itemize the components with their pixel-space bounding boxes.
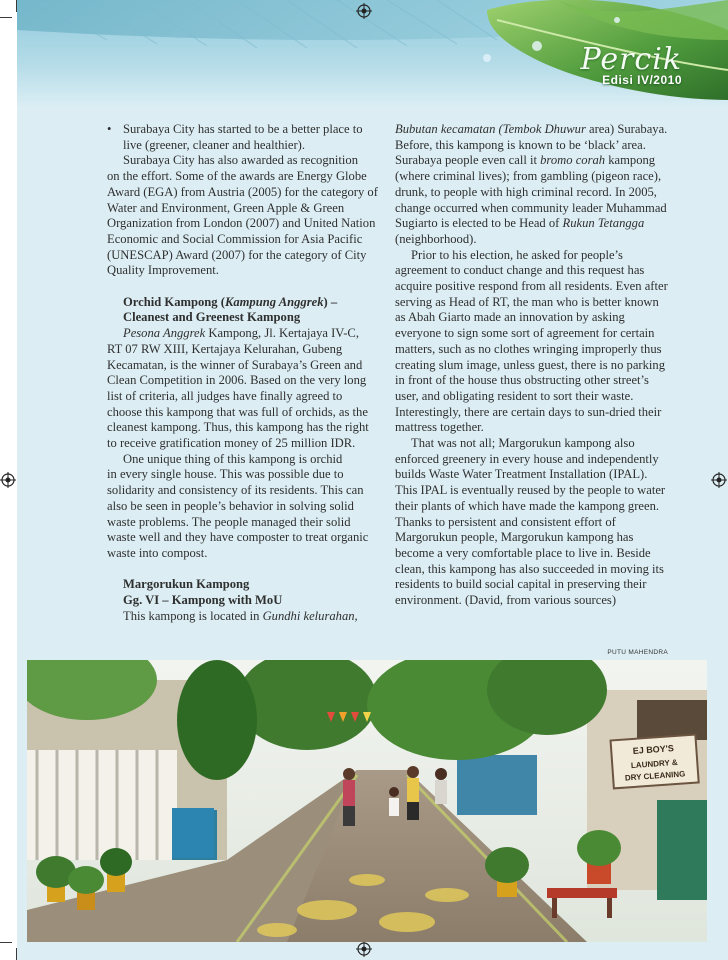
kampong-street-photo — [27, 660, 707, 942]
registration-mark-icon — [0, 472, 16, 488]
registration-mark-icon — [711, 472, 727, 488]
sign-text-line3: DRY CLEANING — [624, 769, 686, 783]
paragraph-first-line: Surabaya City has also awarded as recognition — [123, 153, 359, 168]
magazine-brand — [580, 42, 682, 87]
paragraph: RT 07 RW XIII, Kertajaya Kelurahan, Gubeng Kecamatan, is the winner of Surabaya’s Green and Clean Competition in 2006. Based on the very long list of criteria, all judges have finally agreed to choose this kampong that was full of orchids, as the cleanest kampong. Thus, this kampong has the right to receive gratification money of 25 million IDR. — [107, 341, 369, 451]
paragraph-first-line: One unique thing of this kampong is orchid — [123, 451, 343, 466]
left-column — [107, 122, 379, 624]
registration-mark-icon — [356, 941, 372, 957]
section-heading: Orchid Kampong (Kampung Anggrek) – — [123, 294, 338, 309]
magazine-title: Percik — [580, 42, 682, 77]
paragraph: on the effort. Some of the awards are Energy Globe Award (EGA) from Austria (2005) for the category of Water and Environment, Green Apple & Green Organization from London (2007) and United Nation Economic and Social Commission for Asia Pacific (UNESCAP) Award (2007) for the category of City Quality Improvement. — [107, 169, 378, 278]
section-heading: Margorukun Kampong — [123, 577, 250, 592]
sign-text-line1: EJ BOY'S — [632, 743, 675, 756]
paragraph-first-line: This kampong is located in Gundhi kelurahan, — [123, 608, 358, 623]
paragraph: Bubutan kecamatan (Tembok Dhuwur area) Surabaya. Before, this kampong is known to be ‘black’ area. Surabaya people even call it bromo corah kampong (where criminal lives); from gambling (pigeon race), drunk, to people with high criminal record. In 2005, change occurred when community leader Muhammad Sugiarto is elected to be Head of Rukun Tetangga (neighborhood). — [395, 122, 668, 246]
edition-label: Edisi IV/2010 — [602, 73, 682, 87]
section-heading-line2: Cleanest and Greenest Kampong — [123, 310, 301, 325]
paragraph: Prior to his election, he asked for people’s agreement to conduct change and this request has acquire positive respond from all residents. Even after serving as Head of RT, the man who is better known as Abah Giarto made an innovation by asking everyone to sign some sort of agreement for certain matters, such as no clothes wringing improperly thus creating slum image, unless guest, there is no parking in front of the house thus obstructing other street’s user, and obligating resident to sort their waste. Interestingly, there are certain days to sun-dried their mattress together. — [395, 247, 668, 435]
sign-text-line2: LAUNDRY & — [630, 757, 678, 771]
bullet-item — [107, 122, 379, 153]
photo-credit: PUTU MAHENDRA — [607, 649, 668, 656]
street-scene-image — [27, 660, 707, 942]
crop-mark — [0, 17, 12, 18]
registration-mark-icon — [356, 3, 372, 19]
crop-mark — [16, 948, 17, 960]
paragraph: in every single house. This was possible due to solidarity and consistency of its residents. This can also be seen in people’s behavior in solving solid waste problems. The people managed their solid waste well and they have composter to treat organic waste into compost. — [107, 467, 369, 560]
bullet-text: Surabaya City has started to be a better place to live (greener, cleaner and healthier). — [123, 122, 363, 152]
paragraph: That was not all; Margorukun kampong also enforced greenery in every house and independently builds Waste Water Treatment Installation (IPAL). This IPAL is eventually reused by the people to water their plants of which have made the kampong green. Thanks to persistent and consistent effort of Margorukun people, Margorukun kampong has become a very comfortable place to live in. Beside clean, this kampong has also succeeded in moving its residents to build social capital in preserving their environment. (David, from various sources) — [395, 436, 666, 608]
crop-mark — [16, 0, 17, 12]
bullet-icon: • — [107, 122, 112, 136]
section-heading-line2: Gg. VI – Kampong with MoU — [123, 593, 283, 608]
crop-mark — [0, 942, 12, 943]
header-banner — [17, 0, 728, 108]
right-column — [395, 122, 671, 609]
paragraph-first-line: Pesona Anggrek Kampong, Jl. Kertajaya IV-C, — [123, 326, 359, 341]
